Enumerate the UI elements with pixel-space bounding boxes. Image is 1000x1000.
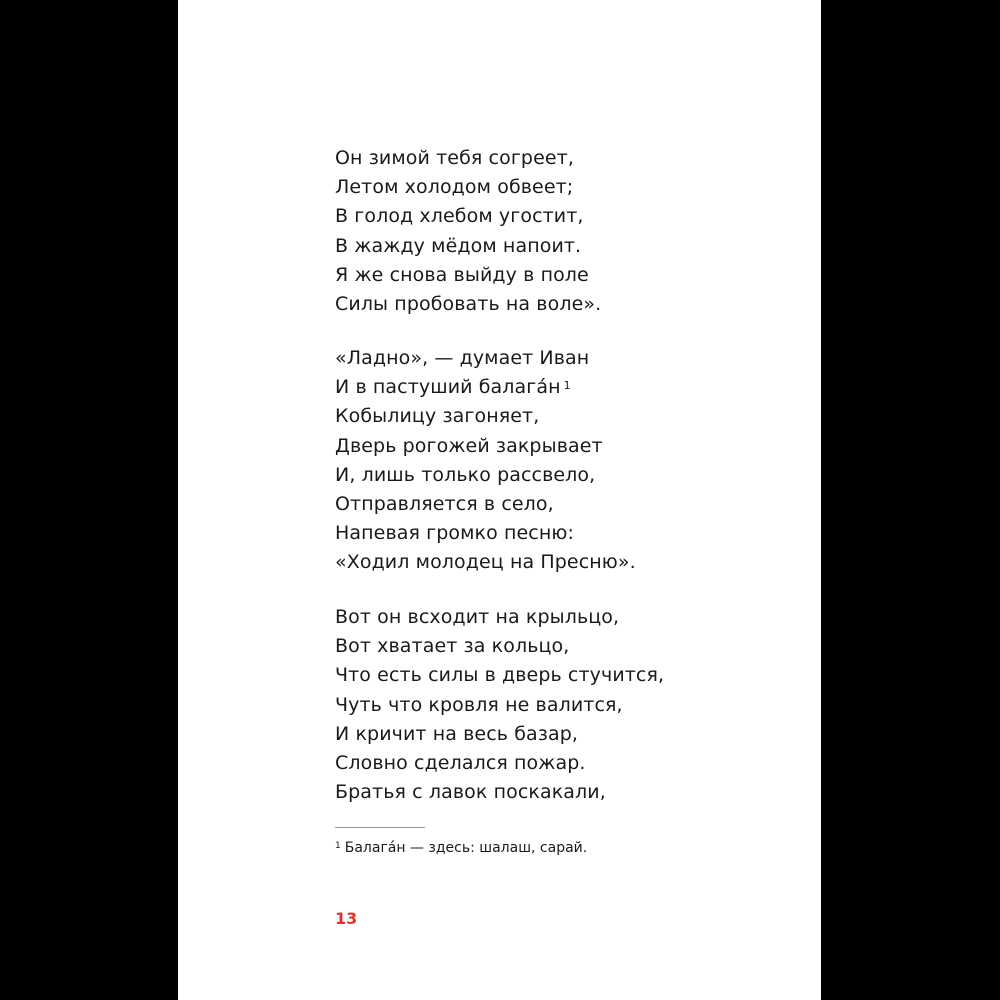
- verse-line: И, лишь только рассвело,: [335, 463, 596, 486]
- footnote-divider: [335, 827, 425, 828]
- verse-line: В голод хлебом угостит,: [335, 205, 584, 228]
- verse-line: Я же снова выйду в поле: [335, 263, 589, 286]
- verse-line-text: И в пастуший балага́н: [335, 376, 561, 399]
- verse-line: Кобылицу загоняет,: [335, 405, 540, 428]
- verse-line: Братья с лавок поскакали,: [335, 781, 606, 804]
- verse-line: Словно сделался пожар.: [335, 751, 586, 774]
- verse-line-with-footnote: [335, 373, 636, 402]
- verse-line: Он зимой тебя согреет,: [335, 147, 574, 169]
- verse-line: Вот он всходит на крыльцо,: [335, 606, 620, 628]
- verse-line: «Ходил молодец на Пресню».: [335, 551, 636, 574]
- stanza-3: [335, 603, 664, 807]
- book-page: [178, 0, 821, 1000]
- stanza-2: [335, 344, 636, 578]
- verse-line: Силы пробовать на воле».: [335, 292, 602, 315]
- verse-line: Что есть силы в дверь стучится,: [335, 664, 665, 687]
- verse-line: И кричит на весь базар,: [335, 722, 579, 745]
- verse-line: «Ладно», — думает Иван: [335, 347, 590, 369]
- verse-line: Вот хватает за кольцо,: [335, 635, 570, 658]
- verse-line: Чуть что кровля не валится,: [335, 693, 623, 716]
- verse-line: Напевая громко песню:: [335, 522, 574, 545]
- page-number: 13: [335, 909, 358, 928]
- verse-line: Отправляется в село,: [335, 492, 554, 515]
- footnote: [335, 840, 587, 856]
- verse-line: В жажду мёдом напоит.: [335, 234, 582, 257]
- stanza-1: [335, 144, 601, 319]
- verse-line: Летом холодом обвеет;: [335, 176, 574, 199]
- footnote-reference[interactable]: 1: [563, 379, 571, 393]
- verse-line: Дверь рогожей закрывает: [335, 434, 603, 457]
- footnote-marker: 1: [335, 841, 341, 851]
- footnote-text: Балага́н — здесь: шалаш, сарай.: [344, 840, 588, 856]
